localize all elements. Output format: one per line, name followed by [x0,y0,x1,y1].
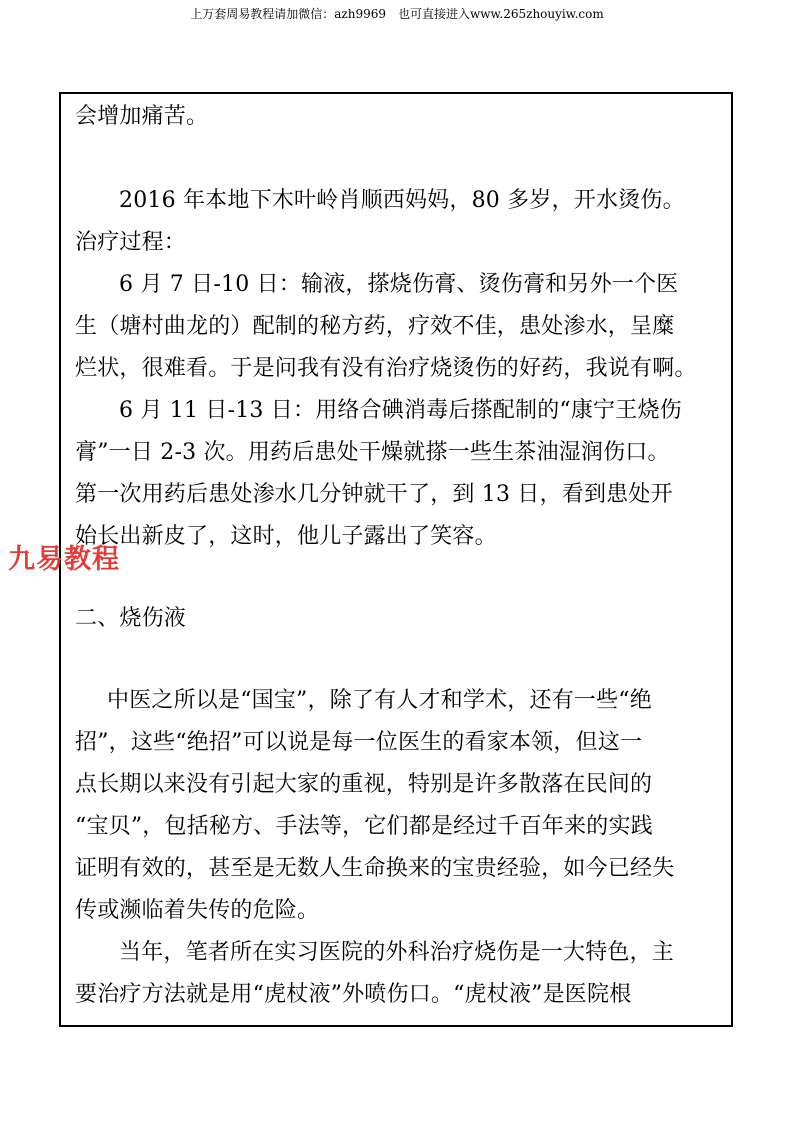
paragraph-line: 证明有效的，甚至是无数人生命换来的宝贵经验，如今已经失 [75,856,675,881]
text-frame [59,92,733,1027]
watermark-logo: 九易教程 [8,544,120,575]
paragraph-line: 点长期以来没有引起大家的重视，特别是许多散落在民间的 [75,772,653,797]
paragraph-line: 生（塘村曲龙的）配制的秘方药，疗效不佳，患处渗水，呈糜 [75,314,675,339]
paragraph-line: “宝贝”，包括秘方、手法等，它们都是经过千百年来的实践 [75,814,653,839]
section-heading: 二、烧伤液 [75,606,187,631]
paragraph-line: 当年，笔者所在实习医院的外科治疗烧伤是一大特色，主 [119,940,675,965]
paragraph-line: 烂状，很难看。于是问我有没有治疗烧烫伤的好药，我说有啊。 [75,356,697,381]
paragraph-line: 6 月 7 日-10 日：输液，搽烧伤膏、烫伤膏和另外一个医 [119,272,679,297]
paragraph-line: 2016 年本地下木叶岭肖顺西妈妈，80 多岁，开水烫伤。 [119,188,685,213]
paragraph-line: 会增加痛苦。 [75,104,209,129]
paragraph-line: 传或濒临着失传的危险。 [75,898,320,923]
page-header-text: 上万套周易教程请加微信：azh9969 也可直接进入www.265zhouyiw.com [190,7,604,21]
paragraph-line: 膏”一日 2-3 次。用药后患处干燥就搽一些生茶油湿润伤口。 [75,440,670,465]
paragraph-line: 要治疗方法就是用“虎杖液”外喷伤口。“虎杖液”是医院根 [75,982,632,1007]
paragraph-line: 中医之所以是“国宝”，除了有人才和学术，还有一些“绝 [107,688,652,713]
paragraph-line: 招”，这些“绝招”可以说是每一位医生的看家本领，但这一 [75,730,643,755]
paragraph-line: 第一次用药后患处渗水几分钟就干了，到 13 日，看到患处开 [75,482,673,507]
paragraph-line: 始长出新皮了，这时，他儿子露出了笑容。 [75,524,497,549]
paragraph-line: 治疗过程： [75,230,187,255]
paragraph-line: 6 月 11 日-13 日：用络合碘消毒后搽配制的“康宁王烧伤 [119,398,682,423]
